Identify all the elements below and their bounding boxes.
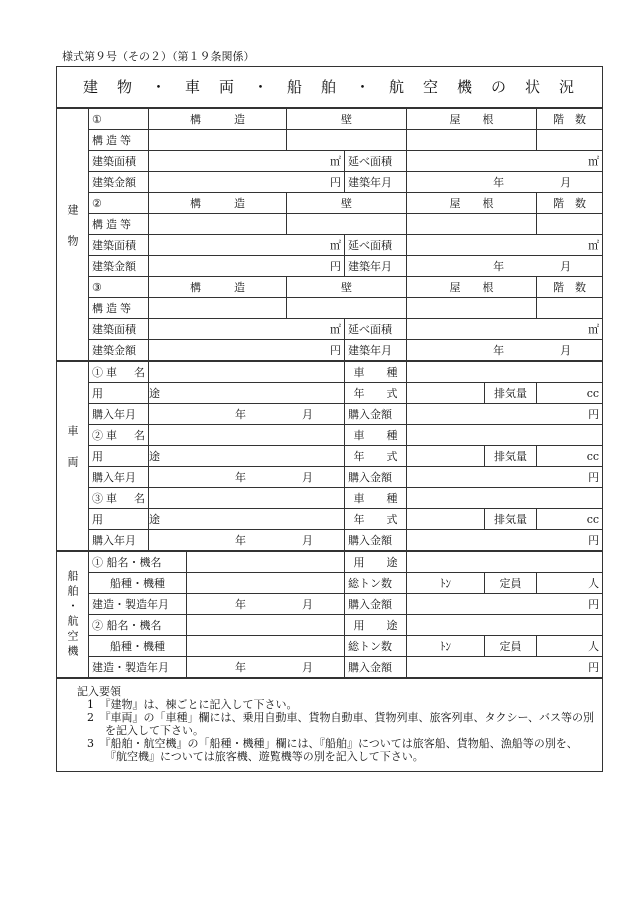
displacement-unit: cc — [586, 449, 600, 463]
header-roof: 屋 根 — [407, 193, 537, 214]
model-year-label: 年 式 — [345, 446, 407, 467]
tonnage-label: 総トン数 — [345, 573, 407, 594]
displacement-label: 排気量 — [485, 383, 537, 404]
header-structure: 構 造 — [149, 277, 287, 298]
header-roof: 屋 根 — [407, 277, 537, 298]
month-unit: 月 — [302, 660, 313, 674]
vehicle-use-label: 用 途 — [89, 383, 149, 404]
ship-name-field[interactable] — [187, 551, 345, 573]
area-label: 建築面積 — [89, 319, 149, 340]
total-area-field[interactable] — [407, 235, 603, 256]
structure-label: 構造等 — [89, 214, 149, 235]
model-year-field[interactable] — [407, 509, 485, 530]
purchase-price-label: 購入金額 — [345, 467, 407, 488]
floors-field[interactable] — [537, 214, 603, 235]
month-unit: 月 — [302, 533, 313, 547]
tonnage-field[interactable] — [407, 573, 485, 594]
total-area-label: 延べ面積 — [345, 151, 407, 172]
month-unit: 月 — [560, 259, 572, 273]
total-area-label: 延べ面積 — [345, 319, 407, 340]
note-item — [77, 711, 594, 737]
built-label: 建築年月 — [345, 256, 407, 277]
wall-field[interactable] — [287, 298, 407, 319]
roof-field[interactable] — [407, 298, 537, 319]
section-label-vehicle: 車両 — [57, 361, 89, 551]
ship-price-label: 購入金額 — [345, 657, 407, 679]
purchase-price-label: 購入金額 — [345, 530, 407, 552]
vehicle-type-field[interactable] — [407, 425, 603, 446]
vehicle-name-field[interactable] — [149, 488, 345, 509]
note-text: 『建物』は、棟ごとに記入して下さい。 — [105, 698, 298, 711]
note-num: 2 — [87, 711, 94, 724]
building-num: ① — [89, 108, 149, 130]
built-date-field[interactable] — [407, 256, 603, 277]
structure-field[interactable] — [149, 214, 287, 235]
header-structure: 構 造 — [149, 108, 287, 130]
area-field[interactable] — [149, 235, 345, 256]
capacity-label: 定員 — [485, 636, 537, 657]
total-area-unit: ㎡ — [588, 322, 600, 336]
month-unit: 月 — [302, 597, 313, 611]
ship-use-field[interactable] — [407, 551, 603, 573]
note-text: 『船舶・航空機』の「船種・機種」欄には、『船舶』については旅客船、貨物船、漁船等の別を、『航空機』については旅客機、遊覧機等の別を記入して下さい。 — [105, 737, 578, 763]
note-num: 1 — [87, 698, 94, 711]
structure-field[interactable] — [149, 130, 287, 151]
purchase-price-label: 購入金額 — [345, 404, 407, 425]
structure-label: 構造等 — [89, 298, 149, 319]
vehicle-use-label: 用 途 — [89, 446, 149, 467]
cost-label: 建築金額 — [89, 256, 149, 277]
ship-name-label: ② 船名・機名 — [89, 615, 187, 636]
purchase-date-label: 購入年月 — [89, 467, 149, 488]
month-unit: 月 — [560, 175, 572, 189]
displacement-label: 排気量 — [485, 509, 537, 530]
ship-use-field[interactable] — [407, 615, 603, 636]
vehicle-use-field[interactable] — [149, 509, 345, 530]
year-unit: 年 — [493, 343, 505, 357]
building-num: ② — [89, 193, 149, 214]
ship-built-label: 建造・製造年月 — [89, 594, 187, 615]
header-wall: 壁 — [287, 108, 407, 130]
area-unit: ㎡ — [330, 322, 341, 336]
year-unit: 年 — [235, 470, 246, 484]
year-unit: 年 — [235, 533, 246, 547]
ship-built-field[interactable] — [187, 594, 345, 615]
header-roof: 屋 根 — [407, 108, 537, 130]
status-form-table — [56, 66, 603, 772]
month-unit: 月 — [560, 343, 572, 357]
month-unit: 月 — [302, 407, 313, 421]
cost-label: 建築金額 — [89, 172, 149, 193]
ship-name-label: ① 船名・機名 — [89, 551, 187, 573]
vehicle-type-field[interactable] — [407, 488, 603, 509]
purchase-price-field[interactable] — [407, 530, 603, 552]
ship-built-label: 建造・製造年月 — [89, 657, 187, 679]
year-unit: 年 — [235, 407, 246, 421]
model-year-field[interactable] — [407, 446, 485, 467]
cost-field[interactable] — [149, 172, 345, 193]
ship-price-label: 購入金額 — [345, 594, 407, 615]
header-wall: 壁 — [287, 277, 407, 298]
vehicle-name-label: ②車 名 — [89, 425, 149, 446]
ton-unit: ﾄﾝ — [440, 639, 451, 653]
note-num: 3 — [87, 737, 94, 750]
cost-unit: 円 — [330, 343, 341, 357]
roof-field[interactable] — [407, 214, 537, 235]
cost-field[interactable] — [149, 340, 345, 362]
built-date-field[interactable] — [407, 340, 603, 362]
tonnage-field[interactable] — [407, 636, 485, 657]
area-unit: ㎡ — [330, 238, 341, 252]
ship-kind-label: 船種・機種 — [89, 573, 187, 594]
section-label-ship: 船舶・航空機 — [57, 551, 89, 678]
ship-built-field[interactable] — [187, 657, 345, 679]
month-unit: 月 — [302, 470, 313, 484]
wall-field[interactable] — [287, 214, 407, 235]
building-num: ③ — [89, 277, 149, 298]
header-floors: 階 数 — [537, 277, 603, 298]
cost-field[interactable] — [149, 256, 345, 277]
cost-unit: 円 — [330, 259, 341, 273]
capacity-unit: 人 — [588, 639, 600, 653]
year-unit: 年 — [235, 660, 246, 674]
vehicle-name-label: ①車 名 — [89, 361, 149, 383]
tonnage-label: 総トン数 — [345, 636, 407, 657]
price-unit: 円 — [588, 660, 600, 674]
form-number: 様式第９号（その２）（第１９条関係） — [62, 50, 255, 63]
ship-kind-label: 船種・機種 — [89, 636, 187, 657]
purchase-price-field[interactable] — [407, 467, 603, 488]
price-unit: 円 — [588, 533, 600, 547]
capacity-label: 定員 — [485, 573, 537, 594]
price-unit: 円 — [588, 597, 600, 611]
notes-heading: 記入要領 — [77, 685, 121, 698]
displacement-unit: cc — [586, 386, 600, 400]
total-area-unit: ㎡ — [588, 238, 600, 252]
ship-price-field[interactable] — [407, 594, 603, 615]
purchase-date-field[interactable] — [149, 404, 345, 425]
note-item — [77, 698, 594, 711]
header-floors: 階 数 — [537, 193, 603, 214]
capacity-field[interactable] — [537, 636, 603, 657]
purchase-date-label: 購入年月 — [89, 404, 149, 425]
price-unit: 円 — [588, 470, 600, 484]
purchase-date-label: 購入年月 — [89, 530, 149, 552]
vehicle-type-label: 車 種 — [345, 488, 407, 509]
total-area-unit: ㎡ — [588, 154, 600, 168]
wall-field[interactable] — [287, 130, 407, 151]
ship-price-field[interactable] — [407, 657, 603, 679]
header-floors: 階 数 — [537, 108, 603, 130]
vehicle-name-label: ③車 名 — [89, 488, 149, 509]
roof-field[interactable] — [407, 130, 537, 151]
model-year-label: 年 式 — [345, 509, 407, 530]
purchase-date-field[interactable] — [149, 530, 345, 552]
note-text: 『車両』の「車種」欄には、乗用自動車、貨物自動車、貨物列車、旅客列車、タクシー、バス等の別を記入して下さい。 — [105, 711, 595, 737]
price-unit: 円 — [588, 407, 600, 421]
area-label: 建築面積 — [89, 235, 149, 256]
area-field[interactable] — [149, 151, 345, 172]
header-structure: 構 造 — [149, 193, 287, 214]
total-area-field[interactable] — [407, 319, 603, 340]
header-wall: 壁 — [287, 193, 407, 214]
notes-section — [57, 678, 603, 772]
purchase-date-field[interactable] — [149, 467, 345, 488]
section-label-building: 建物 — [57, 108, 89, 361]
ship-kind-field[interactable] — [187, 636, 345, 657]
purchase-price-field[interactable] — [407, 404, 603, 425]
vehicle-use-label: 用 途 — [89, 509, 149, 530]
year-unit: 年 — [493, 175, 505, 189]
vehicle-name-field[interactable] — [149, 361, 345, 383]
built-label: 建築年月 — [345, 172, 407, 193]
ship-use-label: 用 途 — [345, 615, 407, 636]
cost-unit: 円 — [330, 175, 341, 189]
total-area-field[interactable] — [407, 151, 603, 172]
structure-field[interactable] — [149, 298, 287, 319]
floors-field[interactable] — [537, 298, 603, 319]
form-title: 建 物 ・ 車 両 ・ 船 舶 ・ 航 空 機 の 状 況 — [57, 67, 603, 109]
vehicle-type-field[interactable] — [407, 361, 603, 383]
vehicle-use-field[interactable] — [149, 446, 345, 467]
area-label: 建築面積 — [89, 151, 149, 172]
ship-use-label: 用 途 — [345, 551, 407, 573]
vehicle-use-field[interactable] — [149, 383, 345, 404]
model-year-field[interactable] — [407, 383, 485, 404]
ship-kind-field[interactable] — [187, 573, 345, 594]
cost-label: 建築金額 — [89, 340, 149, 362]
area-field[interactable] — [149, 319, 345, 340]
ship-name-field[interactable] — [187, 615, 345, 636]
displacement-field[interactable] — [537, 509, 603, 530]
structure-label: 構造等 — [89, 130, 149, 151]
vehicle-type-label: 車 種 — [345, 361, 407, 383]
note-item — [77, 737, 594, 763]
area-unit: ㎡ — [330, 154, 341, 168]
year-unit: 年 — [235, 597, 246, 611]
capacity-field[interactable] — [537, 573, 603, 594]
vehicle-name-field[interactable] — [149, 425, 345, 446]
displacement-field[interactable] — [537, 383, 603, 404]
total-area-label: 延べ面積 — [345, 235, 407, 256]
capacity-unit: 人 — [588, 576, 600, 590]
displacement-unit: cc — [586, 512, 600, 526]
displacement-field[interactable] — [537, 446, 603, 467]
floors-field[interactable] — [537, 130, 603, 151]
built-date-field[interactable] — [407, 172, 603, 193]
ton-unit: ﾄﾝ — [440, 576, 451, 590]
vehicle-type-label: 車 種 — [345, 425, 407, 446]
year-unit: 年 — [493, 259, 505, 273]
model-year-label: 年 式 — [345, 383, 407, 404]
built-label: 建築年月 — [345, 340, 407, 362]
displacement-label: 排気量 — [485, 446, 537, 467]
